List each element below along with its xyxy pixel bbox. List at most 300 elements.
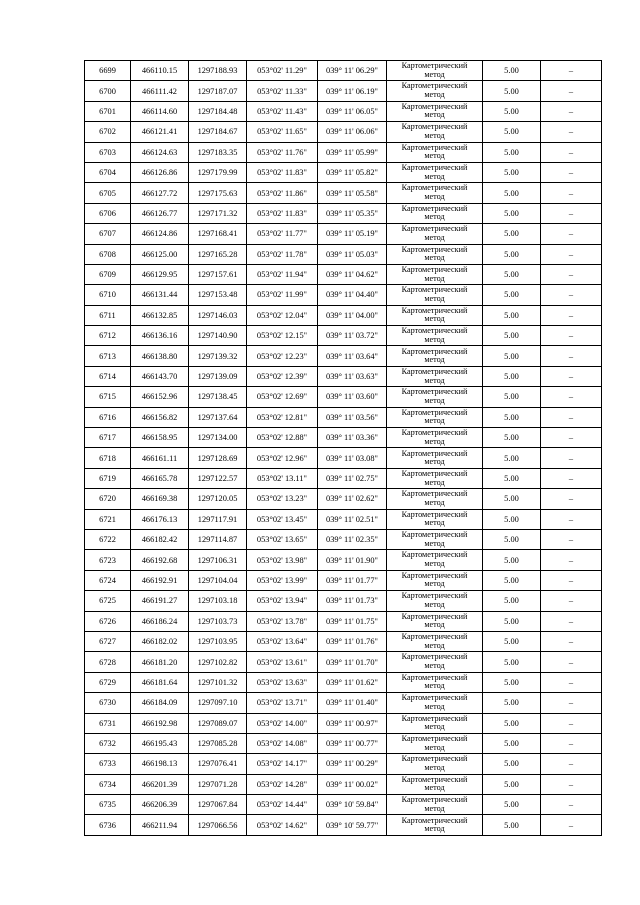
point-number-cell: 6725 xyxy=(85,591,131,611)
method-cell xyxy=(387,489,483,509)
description-cell: – xyxy=(541,795,602,815)
longitude-cell: 039° 11' 05.99" xyxy=(318,142,387,162)
description-cell: – xyxy=(541,142,602,162)
method-cell xyxy=(387,346,483,366)
accuracy-cell: 5.00 xyxy=(483,122,541,142)
point-number-cell: 6726 xyxy=(85,611,131,631)
accuracy-cell: 5.00 xyxy=(483,366,541,386)
longitude-cell: 039° 11' 01.76" xyxy=(318,631,387,651)
description-cell: – xyxy=(541,652,602,672)
method-cell xyxy=(387,468,483,488)
method-label-line1: Картометрический xyxy=(401,815,468,825)
x-coordinate-cell: 466131.44 xyxy=(131,285,189,305)
description-cell: – xyxy=(541,591,602,611)
latitude-cell: 053°02' 13.98" xyxy=(247,550,318,570)
latitude-cell: 053°02' 14.17" xyxy=(247,754,318,774)
point-number-cell: 6703 xyxy=(85,142,131,162)
method-cell xyxy=(387,672,483,692)
point-number-cell: 6736 xyxy=(85,815,131,835)
x-coordinate-cell: 466206.39 xyxy=(131,795,189,815)
method-cell xyxy=(387,162,483,182)
longitude-cell: 039° 11' 04.00" xyxy=(318,305,387,325)
table-row xyxy=(85,428,602,448)
table-row xyxy=(85,529,602,549)
point-number-cell: 6715 xyxy=(85,387,131,407)
point-number-cell: 6730 xyxy=(85,693,131,713)
x-coordinate-cell: 466198.13 xyxy=(131,754,189,774)
method-cell xyxy=(387,693,483,713)
accuracy-cell: 5.00 xyxy=(483,611,541,631)
method-label-line2: метод xyxy=(424,69,445,79)
table-row xyxy=(85,224,602,244)
longitude-cell: 039° 10' 59.84" xyxy=(318,795,387,815)
method-label-line1: Картометрический xyxy=(401,387,468,397)
latitude-cell: 053°02' 13.71" xyxy=(247,693,318,713)
description-cell: – xyxy=(541,509,602,529)
point-number-cell: 6704 xyxy=(85,162,131,182)
method-label-line1: Картометрический xyxy=(401,142,468,152)
method-cell xyxy=(387,244,483,264)
method-label-line1: Картометрический xyxy=(401,733,468,743)
y-coordinate-cell: 1297103.18 xyxy=(189,591,247,611)
method-cell xyxy=(387,101,483,121)
description-cell: – xyxy=(541,162,602,182)
point-number-cell: 6708 xyxy=(85,244,131,264)
method-cell xyxy=(387,570,483,590)
accuracy-cell: 5.00 xyxy=(483,305,541,325)
x-coordinate-cell: 466114.60 xyxy=(131,101,189,121)
y-coordinate-cell: 1297089.07 xyxy=(189,713,247,733)
method-label-line2: метод xyxy=(424,355,445,365)
description-cell: – xyxy=(541,244,602,264)
method-label-line2: метод xyxy=(424,681,445,691)
accuracy-cell: 5.00 xyxy=(483,713,541,733)
latitude-cell: 053°02' 11.83" xyxy=(247,162,318,182)
method-label-line2: метод xyxy=(424,375,445,385)
description-cell: – xyxy=(541,407,602,427)
y-coordinate-cell: 1297114.87 xyxy=(189,529,247,549)
method-label-line1: Картометрический xyxy=(401,61,468,71)
description-cell: – xyxy=(541,448,602,468)
method-cell xyxy=(387,509,483,529)
accuracy-cell: 5.00 xyxy=(483,244,541,264)
longitude-cell: 039° 11' 00.97" xyxy=(318,713,387,733)
point-number-cell: 6706 xyxy=(85,203,131,223)
description-cell: – xyxy=(541,733,602,753)
table-row xyxy=(85,489,602,509)
method-cell xyxy=(387,203,483,223)
accuracy-cell: 5.00 xyxy=(483,672,541,692)
table-row xyxy=(85,203,602,223)
longitude-cell: 039° 11' 04.62" xyxy=(318,264,387,284)
accuracy-cell: 5.00 xyxy=(483,693,541,713)
method-label-line2: метод xyxy=(424,824,445,834)
description-cell: – xyxy=(541,101,602,121)
point-number-cell: 6732 xyxy=(85,733,131,753)
longitude-cell: 039° 11' 03.56" xyxy=(318,407,387,427)
method-label-line2: метод xyxy=(424,620,445,630)
x-coordinate-cell: 466124.63 xyxy=(131,142,189,162)
method-label-line1: Картометрический xyxy=(401,326,468,336)
method-cell xyxy=(387,652,483,672)
table-row xyxy=(85,468,602,488)
x-coordinate-cell: 466143.70 xyxy=(131,366,189,386)
method-label-line2: метод xyxy=(424,559,445,569)
table-row xyxy=(85,631,602,651)
method-cell xyxy=(387,142,483,162)
accuracy-cell: 5.00 xyxy=(483,448,541,468)
x-coordinate-cell: 466181.20 xyxy=(131,652,189,672)
method-cell xyxy=(387,387,483,407)
y-coordinate-cell: 1297184.48 xyxy=(189,101,247,121)
accuracy-cell: 5.00 xyxy=(483,774,541,794)
accuracy-cell: 5.00 xyxy=(483,162,541,182)
latitude-cell: 053°02' 11.65" xyxy=(247,122,318,142)
latitude-cell: 053°02' 12.39" xyxy=(247,366,318,386)
table-row xyxy=(85,774,602,794)
method-cell xyxy=(387,183,483,203)
longitude-cell: 039° 10' 59.77" xyxy=(318,815,387,835)
method-cell xyxy=(387,733,483,753)
accuracy-cell: 5.00 xyxy=(483,733,541,753)
latitude-cell: 053°02' 13.45" xyxy=(247,509,318,529)
point-number-cell: 6721 xyxy=(85,509,131,529)
x-coordinate-cell: 466156.82 xyxy=(131,407,189,427)
table-row xyxy=(85,591,602,611)
method-label-line2: метод xyxy=(424,722,445,732)
point-number-cell: 6713 xyxy=(85,346,131,366)
point-number-cell: 6707 xyxy=(85,224,131,244)
point-number-cell: 6699 xyxy=(85,61,131,81)
latitude-cell: 053°02' 13.94" xyxy=(247,591,318,611)
method-label-line2: метод xyxy=(424,599,445,609)
x-coordinate-cell: 466176.13 xyxy=(131,509,189,529)
method-cell xyxy=(387,285,483,305)
accuracy-cell: 5.00 xyxy=(483,183,541,203)
latitude-cell: 053°02' 12.04" xyxy=(247,305,318,325)
x-coordinate-cell: 466161.11 xyxy=(131,448,189,468)
method-label-line1: Картометрический xyxy=(401,305,468,315)
y-coordinate-cell: 1297153.48 xyxy=(189,285,247,305)
x-coordinate-cell: 466182.02 xyxy=(131,631,189,651)
table-row xyxy=(85,101,602,121)
table-row xyxy=(85,122,602,142)
table-row xyxy=(85,754,602,774)
y-coordinate-cell: 1297097.10 xyxy=(189,693,247,713)
method-label-line2: метод xyxy=(424,497,445,507)
method-cell xyxy=(387,366,483,386)
point-number-cell: 6711 xyxy=(85,305,131,325)
point-number-cell: 6719 xyxy=(85,468,131,488)
latitude-cell: 053°02' 11.33" xyxy=(247,81,318,101)
accuracy-cell: 5.00 xyxy=(483,346,541,366)
y-coordinate-cell: 1297128.69 xyxy=(189,448,247,468)
method-label-line1: Картометрический xyxy=(401,346,468,356)
method-label-line1: Картометрический xyxy=(401,468,468,478)
latitude-cell: 053°02' 14.62" xyxy=(247,815,318,835)
description-cell: – xyxy=(541,529,602,549)
latitude-cell: 053°02' 13.11" xyxy=(247,468,318,488)
point-number-cell: 6735 xyxy=(85,795,131,815)
x-coordinate-cell: 466152.96 xyxy=(131,387,189,407)
description-cell: – xyxy=(541,61,602,81)
description-cell: – xyxy=(541,631,602,651)
x-coordinate-cell: 466211.94 xyxy=(131,815,189,835)
method-label-line2: метод xyxy=(424,436,445,446)
method-label-line1: Картометрический xyxy=(401,203,468,213)
description-cell: – xyxy=(541,713,602,733)
y-coordinate-cell: 1297184.67 xyxy=(189,122,247,142)
description-cell: – xyxy=(541,346,602,366)
method-cell xyxy=(387,305,483,325)
method-label-line2: метод xyxy=(424,212,445,222)
longitude-cell: 039° 11' 01.40" xyxy=(318,693,387,713)
point-number-cell: 6734 xyxy=(85,774,131,794)
y-coordinate-cell: 1297071.28 xyxy=(189,774,247,794)
accuracy-cell: 5.00 xyxy=(483,101,541,121)
method-label-line2: метод xyxy=(424,661,445,671)
table-row xyxy=(85,652,602,672)
latitude-cell: 053°02' 11.94" xyxy=(247,264,318,284)
method-label-line2: метод xyxy=(424,538,445,548)
description-cell: – xyxy=(541,550,602,570)
method-cell xyxy=(387,754,483,774)
latitude-cell: 053°02' 11.77" xyxy=(247,224,318,244)
method-cell xyxy=(387,224,483,244)
method-label-line2: метод xyxy=(424,742,445,752)
longitude-cell: 039° 11' 06.29" xyxy=(318,61,387,81)
point-number-cell: 6729 xyxy=(85,672,131,692)
method-cell xyxy=(387,81,483,101)
x-coordinate-cell: 466126.86 xyxy=(131,162,189,182)
x-coordinate-cell: 466184.09 xyxy=(131,693,189,713)
method-label-line2: метод xyxy=(424,803,445,813)
accuracy-cell: 5.00 xyxy=(483,489,541,509)
latitude-cell: 053°02' 14.00" xyxy=(247,713,318,733)
description-cell: – xyxy=(541,672,602,692)
y-coordinate-cell: 1297138.45 xyxy=(189,387,247,407)
table-row xyxy=(85,81,602,101)
method-label-line1: Картометрический xyxy=(401,611,468,621)
x-coordinate-cell: 466136.16 xyxy=(131,326,189,346)
method-cell xyxy=(387,264,483,284)
table-row xyxy=(85,366,602,386)
method-label-line2: метод xyxy=(424,232,445,242)
y-coordinate-cell: 1297171.32 xyxy=(189,203,247,223)
longitude-cell: 039° 11' 02.35" xyxy=(318,529,387,549)
latitude-cell: 053°02' 12.15" xyxy=(247,326,318,346)
y-coordinate-cell: 1297183.35 xyxy=(189,142,247,162)
method-label-line1: Картометрический xyxy=(401,632,468,642)
description-cell: – xyxy=(541,428,602,448)
y-coordinate-cell: 1297103.73 xyxy=(189,611,247,631)
description-cell: – xyxy=(541,468,602,488)
description-cell: – xyxy=(541,305,602,325)
table-row xyxy=(85,244,602,264)
longitude-cell: 039° 11' 05.35" xyxy=(318,203,387,223)
method-label-line2: метод xyxy=(424,171,445,181)
y-coordinate-cell: 1297117.91 xyxy=(189,509,247,529)
method-label-line2: метод xyxy=(424,416,445,426)
y-coordinate-cell: 1297179.99 xyxy=(189,162,247,182)
y-coordinate-cell: 1297146.03 xyxy=(189,305,247,325)
method-cell xyxy=(387,448,483,468)
point-number-cell: 6720 xyxy=(85,489,131,509)
longitude-cell: 039° 11' 00.77" xyxy=(318,733,387,753)
latitude-cell: 053°02' 12.69" xyxy=(247,387,318,407)
accuracy-cell: 5.00 xyxy=(483,509,541,529)
longitude-cell: 039° 11' 05.19" xyxy=(318,224,387,244)
x-coordinate-cell: 466111.42 xyxy=(131,81,189,101)
point-number-cell: 6722 xyxy=(85,529,131,549)
longitude-cell: 039° 11' 04.40" xyxy=(318,285,387,305)
table-row xyxy=(85,611,602,631)
accuracy-cell: 5.00 xyxy=(483,754,541,774)
x-coordinate-cell: 466129.95 xyxy=(131,264,189,284)
method-label-line1: Картометрический xyxy=(401,224,468,234)
point-number-cell: 6717 xyxy=(85,428,131,448)
method-label-line2: метод xyxy=(424,457,445,467)
method-label-line1: Картометрический xyxy=(401,407,468,417)
latitude-cell: 053°02' 13.78" xyxy=(247,611,318,631)
accuracy-cell: 5.00 xyxy=(483,224,541,244)
method-cell xyxy=(387,591,483,611)
method-label-line2: метод xyxy=(424,90,445,100)
longitude-cell: 039° 11' 01.73" xyxy=(318,591,387,611)
longitude-cell: 039° 11' 03.60" xyxy=(318,387,387,407)
method-label-line1: Картометрический xyxy=(401,366,468,376)
longitude-cell: 039° 11' 05.03" xyxy=(318,244,387,264)
latitude-cell: 053°02' 12.23" xyxy=(247,346,318,366)
description-cell: – xyxy=(541,285,602,305)
method-cell xyxy=(387,529,483,549)
point-number-cell: 6714 xyxy=(85,366,131,386)
longitude-cell: 039° 11' 01.77" xyxy=(318,570,387,590)
description-cell: – xyxy=(541,183,602,203)
y-coordinate-cell: 1297165.28 xyxy=(189,244,247,264)
y-coordinate-cell: 1297137.64 xyxy=(189,407,247,427)
method-label-line1: Картометрический xyxy=(401,81,468,91)
point-number-cell: 6705 xyxy=(85,183,131,203)
method-label-line1: Картометрический xyxy=(401,693,468,703)
description-cell: – xyxy=(541,693,602,713)
description-cell: – xyxy=(541,203,602,223)
y-coordinate-cell: 1297066.56 xyxy=(189,815,247,835)
latitude-cell: 053°02' 13.63" xyxy=(247,672,318,692)
table-row xyxy=(85,509,602,529)
method-label-line1: Картометрический xyxy=(401,672,468,682)
x-coordinate-cell: 466169.38 xyxy=(131,489,189,509)
method-label-line1: Картометрический xyxy=(401,101,468,111)
description-cell: – xyxy=(541,81,602,101)
method-label-line2: метод xyxy=(424,783,445,793)
accuracy-cell: 5.00 xyxy=(483,591,541,611)
accuracy-cell: 5.00 xyxy=(483,529,541,549)
method-label-line1: Картометрический xyxy=(401,652,468,662)
description-cell: – xyxy=(541,754,602,774)
point-number-cell: 6710 xyxy=(85,285,131,305)
longitude-cell: 039° 11' 01.70" xyxy=(318,652,387,672)
longitude-cell: 039° 11' 03.64" xyxy=(318,346,387,366)
point-number-cell: 6727 xyxy=(85,631,131,651)
method-label-line2: метод xyxy=(424,314,445,324)
longitude-cell: 039° 11' 01.75" xyxy=(318,611,387,631)
y-coordinate-cell: 1297139.09 xyxy=(189,366,247,386)
y-coordinate-cell: 1297101.32 xyxy=(189,672,247,692)
table-row xyxy=(85,407,602,427)
accuracy-cell: 5.00 xyxy=(483,428,541,448)
table-row xyxy=(85,713,602,733)
method-label-line1: Картометрический xyxy=(401,122,468,132)
table-row xyxy=(85,672,602,692)
latitude-cell: 053°02' 11.99" xyxy=(247,285,318,305)
accuracy-cell: 5.00 xyxy=(483,285,541,305)
y-coordinate-cell: 1297175.63 xyxy=(189,183,247,203)
accuracy-cell: 5.00 xyxy=(483,815,541,835)
point-number-cell: 6701 xyxy=(85,101,131,121)
method-cell xyxy=(387,774,483,794)
description-cell: – xyxy=(541,611,602,631)
method-label-line1: Картометрический xyxy=(401,428,468,438)
accuracy-cell: 5.00 xyxy=(483,407,541,427)
y-coordinate-cell: 1297187.07 xyxy=(189,81,247,101)
longitude-cell: 039° 11' 03.72" xyxy=(318,326,387,346)
table-row xyxy=(85,346,602,366)
point-number-cell: 6731 xyxy=(85,713,131,733)
table-row xyxy=(85,693,602,713)
y-coordinate-cell: 1297120.05 xyxy=(189,489,247,509)
longitude-cell: 039° 11' 03.36" xyxy=(318,428,387,448)
x-coordinate-cell: 466127.72 xyxy=(131,183,189,203)
method-label-line1: Картометрический xyxy=(401,265,468,274)
method-label-line1: Картометрический xyxy=(401,530,468,540)
latitude-cell: 053°02' 14.08" xyxy=(247,733,318,753)
point-number-cell: 6712 xyxy=(85,326,131,346)
description-cell: – xyxy=(541,774,602,794)
method-label-line1: Картометрический xyxy=(401,163,468,173)
latitude-cell: 053°02' 11.83" xyxy=(247,203,318,223)
latitude-cell: 053°02' 13.61" xyxy=(247,652,318,672)
table-row xyxy=(85,733,602,753)
table-row xyxy=(85,264,602,284)
point-number-cell: 6718 xyxy=(85,448,131,468)
method-label-line1: Картометрический xyxy=(401,774,468,784)
table-row xyxy=(85,162,602,182)
latitude-cell: 053°02' 11.76" xyxy=(247,142,318,162)
method-label-line2: метод xyxy=(424,130,445,140)
x-coordinate-cell: 466124.86 xyxy=(131,224,189,244)
y-coordinate-cell: 1297157.61 xyxy=(189,264,247,284)
description-cell: – xyxy=(541,570,602,590)
table-row xyxy=(85,61,602,81)
latitude-cell: 053°02' 11.43" xyxy=(247,101,318,121)
method-cell xyxy=(387,713,483,733)
longitude-cell: 039° 11' 02.75" xyxy=(318,468,387,488)
y-coordinate-cell: 1297188.93 xyxy=(189,61,247,81)
longitude-cell: 039° 11' 05.82" xyxy=(318,162,387,182)
latitude-cell: 053°02' 13.64" xyxy=(247,631,318,651)
method-label-line2: метод xyxy=(424,640,445,650)
y-coordinate-cell: 1297076.41 xyxy=(189,754,247,774)
table-row xyxy=(85,285,602,305)
point-number-cell: 6716 xyxy=(85,407,131,427)
method-cell xyxy=(387,407,483,427)
latitude-cell: 053°02' 12.96" xyxy=(247,448,318,468)
method-label-line2: метод xyxy=(424,110,445,120)
point-number-cell: 6728 xyxy=(85,652,131,672)
accuracy-cell: 5.00 xyxy=(483,570,541,590)
accuracy-cell: 5.00 xyxy=(483,326,541,346)
